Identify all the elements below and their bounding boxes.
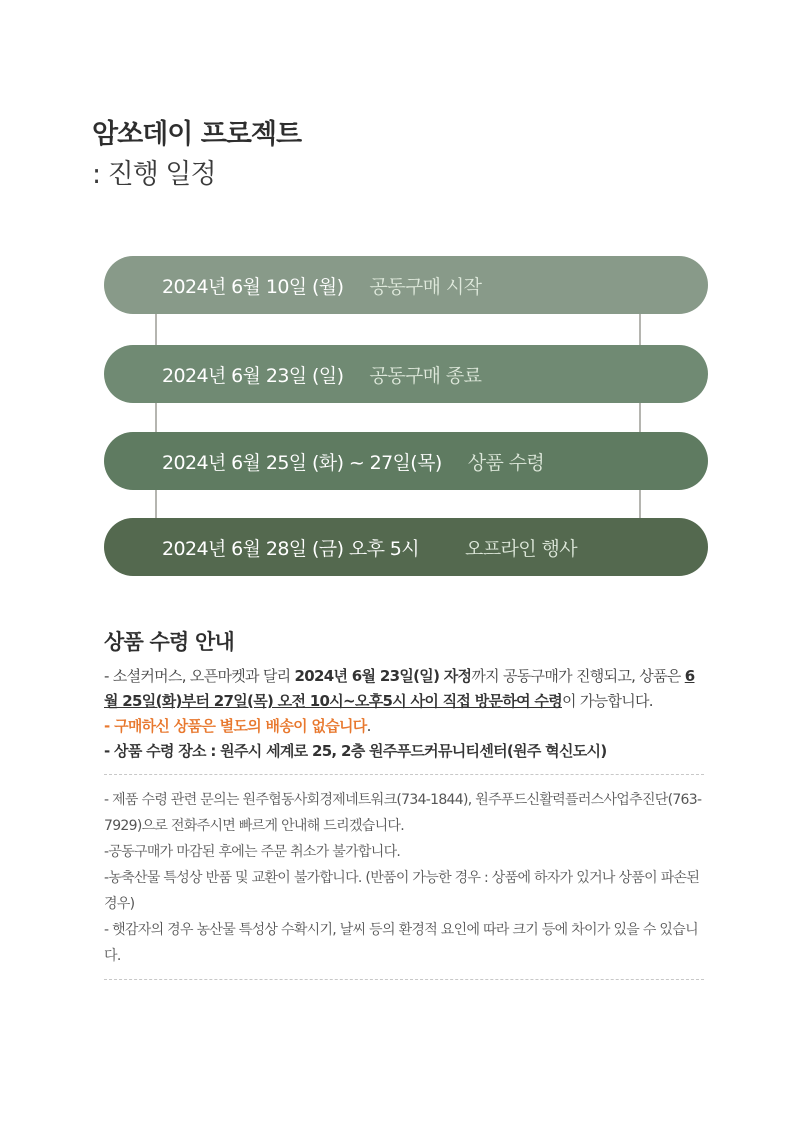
timeline-event: 오프라인 행사 — [465, 537, 577, 560]
timeline-date: 2024년 6월 23일 (일) — [162, 364, 344, 387]
dotted-divider — [104, 979, 704, 980]
timeline-date: 2024년 6월 25일 (화) ~ 27일(목) — [162, 451, 442, 474]
timeline-event: 공동구매 시작 — [369, 275, 482, 298]
guide-heading: 상품 수령 안내 — [104, 630, 234, 654]
guide-text: 까지 공동구매가 진행되고, 상품은 — [471, 667, 685, 685]
note-item: -공동구매가 마감된 후에는 주문 취소가 불가합니다. — [104, 844, 401, 860]
pickup-guide — [104, 626, 704, 980]
note-item: -농축산물 특성상 반품 및 교환이 불가합니다. (반품이 가능한 경우 : 상품에 하자가 있거나 상품이 파손된 경우) — [104, 870, 700, 912]
guide-text: 이 가능합니다. — [562, 692, 653, 710]
guide-text: - 소셜커머스, 오픈마켓과 달리 — [104, 667, 295, 685]
note-item: - 제품 수령 관련 문의는 원주협동사회경제네트워크(734-1844), 원주푸드신활력플러스사업추진단(763-7929)으로 전화주시면 빠르게 안내해 드리겠습니다. — [104, 792, 702, 834]
timeline-item-pickup — [104, 432, 708, 490]
guide-paragraph-no-delivery — [104, 714, 704, 739]
guide-paragraph-schedule — [104, 664, 704, 714]
guide-no-delivery-notice: 구매하신 상품은 별도의 배송이 없습니다 — [114, 717, 367, 735]
timeline-item-end — [104, 345, 708, 403]
notes-list — [104, 787, 704, 969]
guide-period: . — [366, 717, 371, 735]
dotted-divider — [104, 774, 704, 775]
note-item: - 햇감자의 경우 농산물 특성상 수확시기, 날씨 등의 환경적 요인에 따라 크기 등에 차이가 있을 수 있습니다. — [104, 922, 698, 964]
timeline-date: 2024년 6월 10일 (월) — [162, 275, 344, 298]
guide-pickup-location: - 상품 수령 장소 : 원주시 세계로 25, 2층 원주푸드커뮤니티센터(원주 혁신도시) — [104, 742, 607, 760]
timeline-event: 상품 수령 — [467, 451, 545, 474]
guide-pickup-period: 6월 25일(화)부터 27일(목) 오전 10시~오후5시 사이 직접 방문하여 수령 — [104, 667, 695, 710]
page-title: 암쏘데이 프로젝트 — [92, 119, 302, 150]
page-subtitle: : 진행 일정 — [92, 159, 216, 190]
timeline-item-start — [104, 256, 708, 314]
guide-paragraph-location — [104, 739, 704, 764]
timeline-item-offline-event — [104, 518, 708, 576]
timeline-event: 공동구매 종료 — [369, 364, 482, 387]
guide-deadline: 2024년 6월 23일(일) 자정 — [294, 667, 472, 685]
timeline-date: 2024년 6월 28일 (금) 오후 5시 — [162, 537, 420, 560]
guide-dash: - — [104, 717, 115, 735]
